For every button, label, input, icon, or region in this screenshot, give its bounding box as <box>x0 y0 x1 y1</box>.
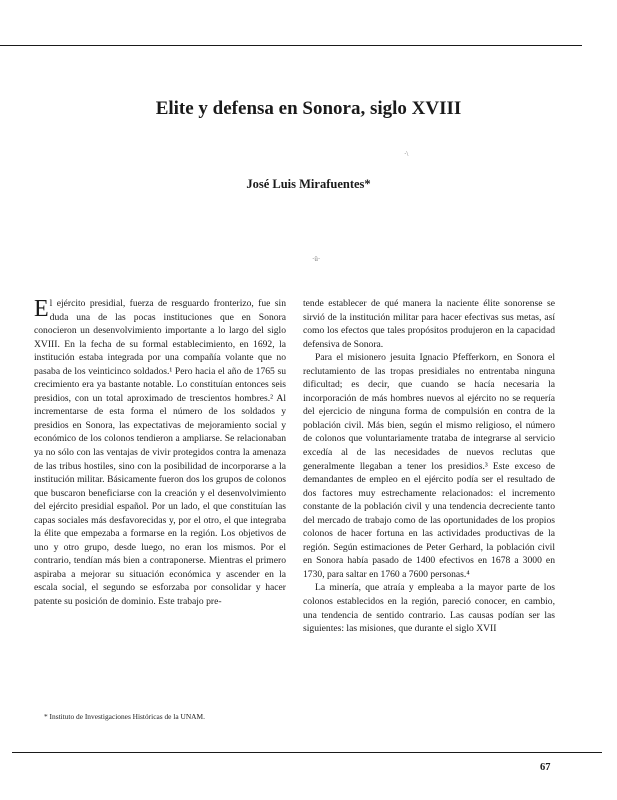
article-title: Elite y defensa en Sonora, siglo XVIII <box>155 98 462 119</box>
body-paragraph <box>34 297 286 609</box>
body-paragraph: Para el misionero jesuita Ignacio Pfefferkorn, en Sonora el reclutamiento de las tropas presidiales no entrentaba ninguna dificultad; es decir, que cuando se hacía necesaria la incorporación de más hombres nuevos al ejército no se requería del ejercicio de ninguna forma de compulsión en contra de la población civil. Más bien, según el mismo religioso, el número de colonos que voluntariamente trataba de integrarse al servicio excedía al de las necesidades de nuevos reclutas que generalmente llegaban a tener los presidios.³ Este exceso de demandantes de empleo en el ejército podía ser el resultado de dos factores muy estrechamente relacionados: el incremento constante de la población civil y una tendencia decreciente tanto del mercado de trabajo como de las oportunidades de los propios colonos de hacer fortuna en las actividades productivas de la región. Según estimaciones de Peter Gerhard, la población civil en Sonora había pasado de 1400 efectivos en 1678 a 3000 en 1730, para saltar en 1760 a 7600 personas.⁴ <box>303 352 555 580</box>
body-paragraph: La minería, que atraía y empleaba a la mayor parte de los colonos establecidos en la región, pareció conocer, en cambio, una tendencia de sentido contrario. Las causas podían ser las siguientes: las misiones, que durante el siglo XVII <box>303 582 555 635</box>
text-column-right <box>303 297 555 636</box>
drop-cap: E <box>34 296 49 322</box>
top-rule <box>0 45 582 46</box>
print-speck: ·\ <box>404 150 409 158</box>
text-column-left <box>34 297 286 609</box>
page-number: 67 <box>540 762 551 773</box>
paragraph-text: l ejército presidial, fuerza de resguardo fronterizo, fue sin duda una de las pocas instituciones que en Sonora conocieron un desenvolvimiento importante a lo largo del siglo XVIII. En la fecha de su formal establecimiento, en 1692, la institución estaba integrada por una compañía volante que no pasaba de los veinticinco soldados.¹ Pero hacia el año de 1765 su crecimiento era ya bastante notable. Lo constituían entonces seis presidios, con un total aproximado de trescientos hombres.² Al incrementarse de esta forma el número de los soldados y presidios en Sonora, las expectativas de mejoramiento social y económico de los colonos tendieron a ampliarse. Se relacionaban ya no sólo con las ventajas de vivir protegidos contra la amenaza de las tribus hostiles, sino con la posibilidad de incorporarse a la institución militar. Básicamente fueron dos los grupos de colonos que buscaron beneficiarse con la creación y el desenvolvimiento del ejército presidial español. Por un lado, el que constituían las capas sociales más desfavorecidas y, por el otro, el que integraba la élite que empezaba a formarse en la región. Los objetivos de uno y otro grupo, desde luego, no eran los mismos. Por el contrario, tendían más bien a contraponerse. Mientras el primero aspiraba a mejorar su situación económica y ascender en la escala social, el segundo se esforzaba por consolidar y hacer patente su posición de dominio. Este trabajo pre- <box>34 298 286 608</box>
article-author: José Luis Mirafuentes* <box>246 177 371 191</box>
footnote: * Instituto de Investigaciones Históricas de la UNAM. <box>44 712 205 721</box>
print-speck: ·ü· <box>312 255 321 263</box>
bottom-rule <box>12 752 602 753</box>
body-paragraph: tende establecer de qué manera la naciente élite sonorense se sirvió de la institución militar para hacer efectivas sus metas, así como los efectos que tales propósitos produjeron en la capacidad defensiva de Sonora. <box>303 298 555 350</box>
